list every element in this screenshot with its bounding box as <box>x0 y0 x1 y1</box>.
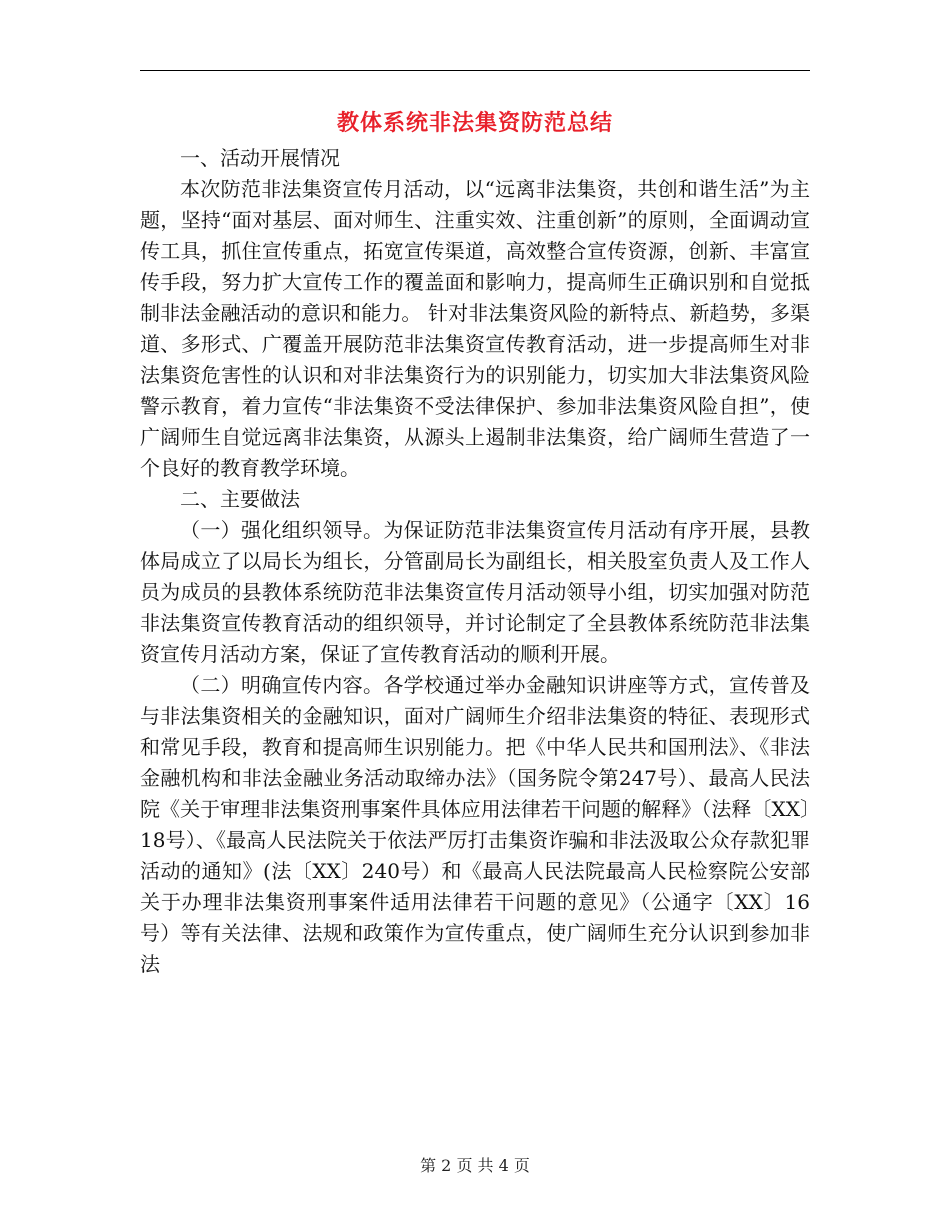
header-rule <box>140 70 810 71</box>
document-title: 教体系统非法集资防范总结 <box>336 111 613 136</box>
body-paragraph-3: （二）明确宣传内容。各学校通过举办金融知识讲座等方式，宣传普及与非法集资相关的金融知识，面对广阔师生介绍非法集资的特征、表现形式和常见手段，教育和提高师生识别能力。把《中华人民共和国刑法》、《非法金融机构和非法金融业务活动取缔办法》（国务院令第247号）、最高人民法院《关于审理非法集资刑事案件具体应用法律若干问题的解释》（法释〔XX〕18号）、《最高人民法院关于依法严厉打击集资诈骗和非法汲取公众存款犯罪活动的通知》(法〔XX〕240号）和《最高人民法院最高人民检察院公安部关于办理非法集资刑事案件适用法律若干问题的意见》（公通字〔XX〕16号）等有关法律、法规和政策作为宣传重点，使广阔师生充分认识到参加非法 <box>140 673 810 976</box>
section-heading-2: 二、主要做法 <box>180 487 300 511</box>
section-heading-1: 一、活动开展情况 <box>180 146 340 170</box>
page-footer: 第 2 页 共 4 页 <box>420 1156 530 1175</box>
document-body <box>140 143 810 980</box>
body-paragraph-1: 本次防范非法集资宣传月活动，以“远离非法集资，共创和谐生活”为主题，坚持“面对基层、面对师生、注重实效、注重创新”的原则，全面调动宣传工具，抓住宣传重点，拓宽宣传渠道，高效整合宣传资源，创新、丰富宣传手段，努力扩大宣传工作的覆盖面和影响力，提高师生正确识别和自觉抵制非法金融活动的意识和能力。 针对非法集资风险的新特点、新趋势，多渠道、多形式、广覆盖开展防范非法集资宣传教育活动，进一步提高师生对非法集资危害性的认识和对非法集资行为的识别能力，切实加大非法集资风险警示教育，着力宣传“非法集资不受法律保护、参加非法集资风险自担”，使广阔师生自觉远离非法集资，从源头上遏制非法集资，给广阔师生营造了一个良好的教育教学环境。 <box>140 177 810 480</box>
body-paragraph-2: （一）强化组织领导。为保证防范非法集资宣传月活动有序开展，县教体局成立了以局长为组长，分管副局长为副组长，相关股室负责人及工作人员为成员的县教体系统防范非法集资宣传月活动领导小组，切实加强对防范非法集资宣传教育活动的组织领导，并讨论制定了全县教体系统防范非法集资宣传月活动方案，保证了宣传教育活动的顺利开展。 <box>140 518 810 666</box>
